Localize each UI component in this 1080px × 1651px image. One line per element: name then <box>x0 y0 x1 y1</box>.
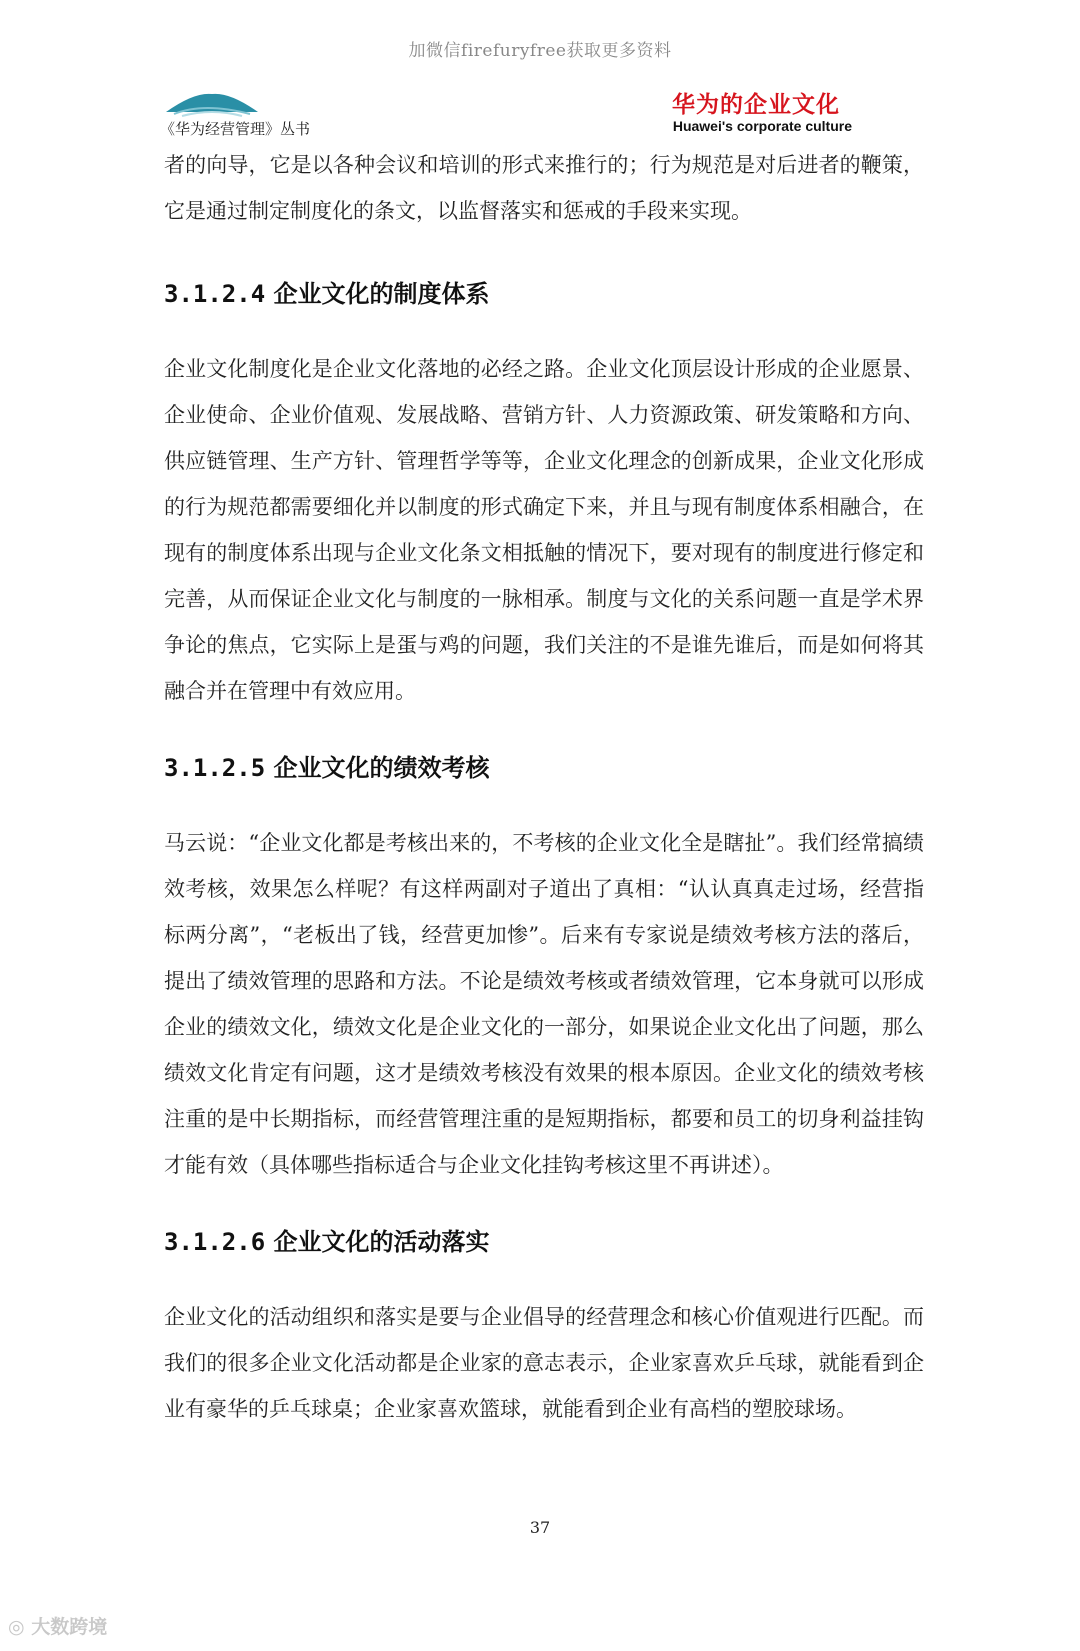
page-number: 37 <box>529 1518 551 1537</box>
section-paragraph: 企业文化制度化是企业文化落地的必经之路。企业文化顶层设计形成的企业愿景、企业使命、企业价值观、发展战略、营销方针、人力资源政策、研发策略和方向、供应链管理、生产方针、管理哲学等等，企业文化理念的创新成果，企业文化形成的行为规范都需要细化并以制度的形式确定下来，并且与现有制度体系相融合，在现有的制度体系出现与企业文化条文相抵触的情况下，要对现有的制度进行修定和完善，从而保证企业文化与制度的一脉相承。制度与文化的关系问题一直是学术界争论的焦点，它实际上是蛋与鸡的问题，我们关注的不是谁先谁后，而是如何将其融合并在管理中有效应用。 <box>164 357 924 703</box>
bottom-watermark <box>8 1612 107 1639</box>
section-heading <box>164 274 924 314</box>
section-number: 3.1.2.6 <box>164 1228 266 1256</box>
brand-title-cn: 华为的企业文化 <box>672 92 840 118</box>
section-paragraph: 企业文化的活动组织和落实是要与企业倡导的经营理念和核心价值观进行匹配。而我们的很多企业文化活动都是企业家的意志表示，企业家喜欢乒乓球，就能看到企业有豪华的乒乓球桌；企业家喜欢篮球，就能看到企业有高档的塑胶球场。 <box>164 1305 924 1421</box>
page-content <box>164 142 924 1432</box>
watermark-text: 大数跨境 <box>31 1616 108 1638</box>
series-title: 《华为经营管理》丛书 <box>160 120 311 138</box>
section-number: 3.1.2.4 <box>164 280 266 308</box>
section-title: 企业文化的制度体系 <box>273 280 490 308</box>
section-title: 企业文化的活动落实 <box>273 1228 490 1256</box>
section-title: 企业文化的绩效考核 <box>273 754 490 782</box>
section-heading <box>164 748 924 788</box>
mountain-logo-icon <box>164 88 260 118</box>
brand-title-en: Huawei's corporate culture <box>672 118 852 134</box>
page-header <box>160 84 920 140</box>
intro-paragraph: 者的向导，它是以各种会议和培训的形式来推行的；行为规范是对后进者的鞭策，它是通过制定制度化的条文，以监督落实和惩戒的手段来实现。 <box>164 153 924 223</box>
top-watermark: 加微信firefuryfree获取更多资料 <box>408 41 672 61</box>
section-heading <box>164 1222 924 1262</box>
section-number: 3.1.2.5 <box>164 754 266 782</box>
watermark-logo-icon: ◎ <box>8 1616 25 1638</box>
section-paragraph: 马云说：“企业文化都是考核出来的，不考核的企业文化全是瞎扯”。我们经常搞绩效考核，效果怎么样呢？有这样两副对子道出了真相：“认认真真走过场，经营指标两分离”，“老板出了钱，经营更加惨”。后来有专家说是绩效考核方法的落后，提出了绩效管理的思路和方法。不论是绩效考核或者绩效管理，它本身就可以形成企业的绩效文化，绩效文化是企业文化的一部分，如果说企业文化出了问题，那么绩效文化肯定有问题，这才是绩效考核没有效果的根本原因。企业文化的绩效考核注重的是中长期指标，而经营管理注重的是短期指标，都要和员工的切身利益挂钩才能有效（具体哪些指标适合与企业文化挂钩考核这里不再讲述）。 <box>164 831 924 1177</box>
